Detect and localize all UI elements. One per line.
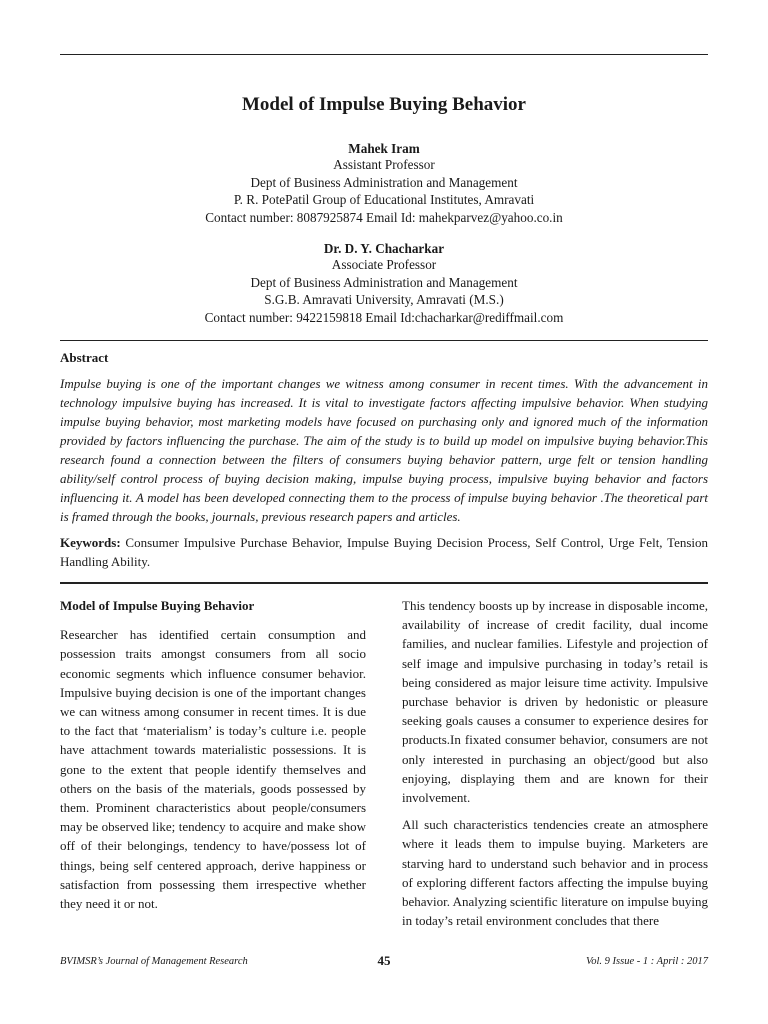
- keywords-text: Consumer Impulsive Purchase Behavior, Impulse Buying Decision Process, Self Control, Urge Felt, Tension Handling Ability.: [60, 535, 709, 569]
- left-column: [60, 596, 366, 921]
- author-name: Dr. D. Y. Chacharkar: [323, 241, 445, 256]
- author-block-1: [0, 142, 768, 226]
- top-rule: [60, 54, 708, 55]
- footer-issue: Vol. 9 Issue - 1 : April : 2017: [585, 956, 708, 967]
- footer-journal: BVIMSR’s Journal of Management Research: [60, 956, 248, 967]
- body-paragraph: All such characteristics tendencies create an atmosphere where it leads them to impulse buying. Marketers are starving hard to understand such behavior and in process of exploring different factors affecting the impulse buying behavior. Analyzing scientific literature on impulse buying in today’s retail environment concludes that there: [402, 817, 708, 929]
- body-paragraph: Researcher has identified certain consumption and possession traits amongst consumers from all socio economic segments which influence consumer behavior. Impulsive buying decision is one of the important changes we can witness among consumer in recent times. It is due to the fact that ‘materialism’ is today’s culture i.e. people have attachment towards materialistic possessions. It is gone to the extent that people identify themselves and others on the basis of the materials, goods possessed by them. Prominent characteristics about people/consumers may be observed like; tendency to acquire and make show off of their belongings, tendency to have/possess lot of things, being self centered approach, derive happiness or satisfaction from possessing them irrespective whether they need it or not.: [60, 627, 366, 912]
- author-contact: Contact number: 8087925874 Email Id: mahekparvez@yahoo.co.in: [205, 209, 563, 225]
- right-column: [402, 596, 708, 938]
- keywords-label: Keywords:: [60, 535, 121, 550]
- author-institution: P. R. PotePatil Group of Educational Institutes, Amravati: [233, 192, 535, 207]
- author-dept: Dept of Business Administration and Management: [250, 174, 518, 190]
- author-name: Mahek Iram: [348, 141, 420, 156]
- author-institution: S.G.B. Amravati University, Amravati (M.S.): [264, 292, 504, 307]
- abstract-top-rule: [60, 340, 708, 341]
- section-heading: Model of Impulse Buying Behavior: [60, 598, 255, 613]
- author-role: Associate Professor: [331, 257, 437, 272]
- footer-page-number: 45: [377, 953, 391, 968]
- keywords: [60, 534, 708, 571]
- paper-title: Model of Impulse Buying Behavior: [242, 94, 526, 115]
- abstract-heading: Abstract: [60, 350, 109, 365]
- author-role: Assistant Professor: [333, 157, 435, 172]
- author-dept: Dept of Business Administration and Management: [250, 274, 518, 290]
- abstract-text: Impulse buying is one of the important changes we witness among consumer in recent times. With the advancement in technology impulsive buying has increased. It is vital to investigate factors affecting impulsive behavior. When studying impulse buying behavior, most marketing models have focused on purchasing only and ignored much of the information provided by factors influencing the purchase. The aim of the study is to build up model on impulsive buying behavior.This research found a connection between the filters of consumers buying behavior pattern, urge felt or tension handling ability/self control process of buying decision making, impulse buying process, impulsive buying behavior and factors influencing it. A model has been developed connecting them to the process of impulse buying behavior .The theoretical part is framed through the books, journals, previous research papers and articles.: [60, 376, 708, 524]
- author-block-2: [0, 242, 768, 326]
- author-contact: Contact number: 9422159818 Email Id:chacharkar@rediffmail.com: [204, 309, 564, 325]
- body-paragraph: This tendency boosts up by increase in disposable income, availability of increase of credit facility, dual income families, and nuclear families. Lifestyle and projection of self image and impulsive purchasing in today’s retail is being considered as major leisure time activity. Impulsive purchase behavior is driven by hedonistic or pleasure seeking goals causes a consumer to experience desires for products.In fixated consumer behavior, consumers are not only interested in purchasing an object/good but also enjoying, displaying them and are known for their involvement.: [402, 598, 708, 806]
- body-top-rule: [60, 582, 708, 584]
